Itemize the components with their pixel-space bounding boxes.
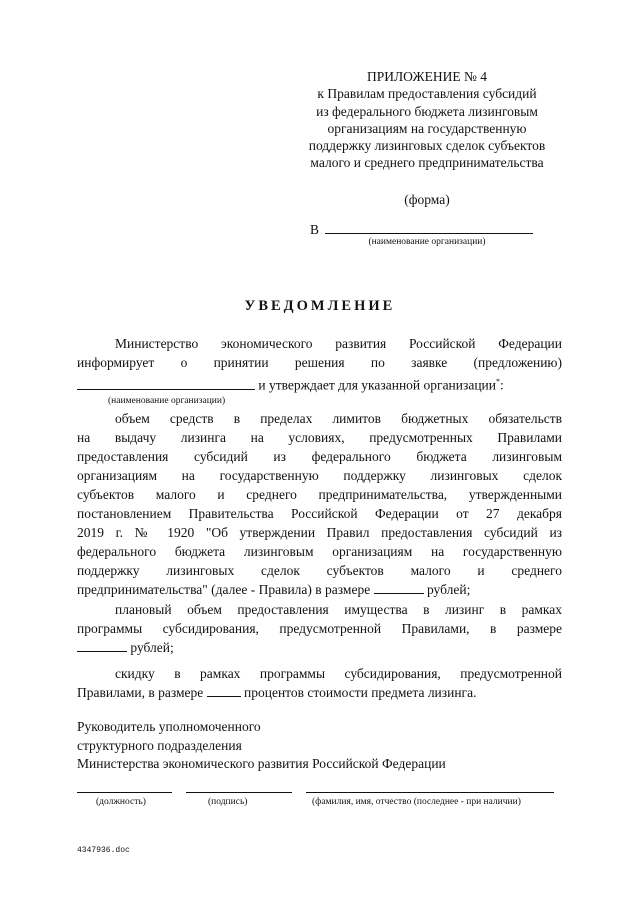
body-line: и утверждает для указанной организации*:: [77, 373, 504, 395]
signature-line[interactable]: [186, 792, 292, 793]
document-title: УВЕДОМЛЕНИЕ: [244, 298, 396, 314]
body-line: информирует о принятии решения по заявке (предложению): [77, 355, 562, 370]
body-line: Министерство экономического развития Российской Федерации: [115, 336, 562, 351]
position-caption: (должность): [96, 797, 146, 807]
addressee-caption: (наименование организации): [368, 237, 486, 247]
appendix-line: организациям на государственную: [327, 120, 527, 136]
body-line: Правилами, в размере процентов стоимости предмета лизинга.: [77, 685, 477, 700]
name-caption: (фамилия, имя, отчество (последнее - при наличии): [312, 797, 521, 807]
amount-blank[interactable]: [374, 581, 424, 594]
signatory-block: [77, 718, 446, 774]
discount-blank[interactable]: [207, 684, 241, 697]
body-line: объем средств в пределах лимитов бюджетных обязательств: [115, 411, 562, 426]
body-line: скидку в рамках программы субсидирования, предусмотренной: [115, 666, 562, 681]
addressee-line: [310, 220, 533, 238]
footer-code: 4347936.doc: [77, 846, 130, 855]
name-line[interactable]: [306, 792, 554, 793]
appendix-block: [282, 68, 572, 172]
appendix-heading: ПРИЛОЖЕНИЕ № 4: [366, 69, 488, 84]
organization-blank[interactable]: [77, 377, 255, 390]
signatory-line: Руководитель уполномоченного: [77, 719, 261, 734]
body-line: постановлением Правительства Российской Федерации от 27 декабря: [77, 506, 562, 521]
appendix-line: малого и среднего предпринимательства: [310, 155, 544, 171]
body-line: поддержку лизинговых сделок субъектов малого и среднего: [77, 563, 562, 578]
body-line: предпринимательства" (далее - Правила) в размере рублей;: [77, 582, 471, 597]
signatory-line: структурного подразделения: [77, 737, 242, 753]
body-line: предоставления субсидий из федерального бюджета лизинговым: [77, 449, 562, 464]
body-line: плановый объем предоставления имущества в лизинг в рамках: [115, 602, 562, 617]
body-line: федерального бюджета лизинговым организациям на государственную: [77, 544, 562, 559]
organization-caption: (наименование организации): [108, 396, 226, 406]
appendix-line: к Правилам предоставления субсидий: [317, 86, 537, 102]
signatory-line: Министерства экономического развития Российской Федерации: [77, 756, 446, 771]
addressee-blank[interactable]: [325, 220, 533, 234]
appendix-line: из федерального бюджета лизинговым: [316, 103, 538, 119]
body-line: программы субсидирования, предусмотренной Правилами, в размере: [77, 621, 562, 636]
form-label: (форма): [404, 192, 450, 207]
body-line: 2019 г. № 1920 "Об утверждении Правил предоставления субсидий из: [77, 525, 562, 540]
body-line: организациям на государственную поддержку лизинговых сделок: [77, 468, 562, 483]
position-line[interactable]: [77, 792, 172, 793]
body-line: субъектов малого и среднего предпринимательства, утвержденными: [77, 487, 562, 502]
planned-volume-blank[interactable]: [77, 639, 127, 652]
body-line: рублей;: [77, 639, 174, 658]
body-line: на выдачу лизинга на условиях, предусмотренных Правилами: [77, 430, 562, 445]
appendix-line: поддержку лизинговых сделок субъектов: [308, 138, 546, 154]
signature-caption: (подпись): [208, 797, 248, 807]
addressee-prefix: В: [310, 222, 320, 237]
